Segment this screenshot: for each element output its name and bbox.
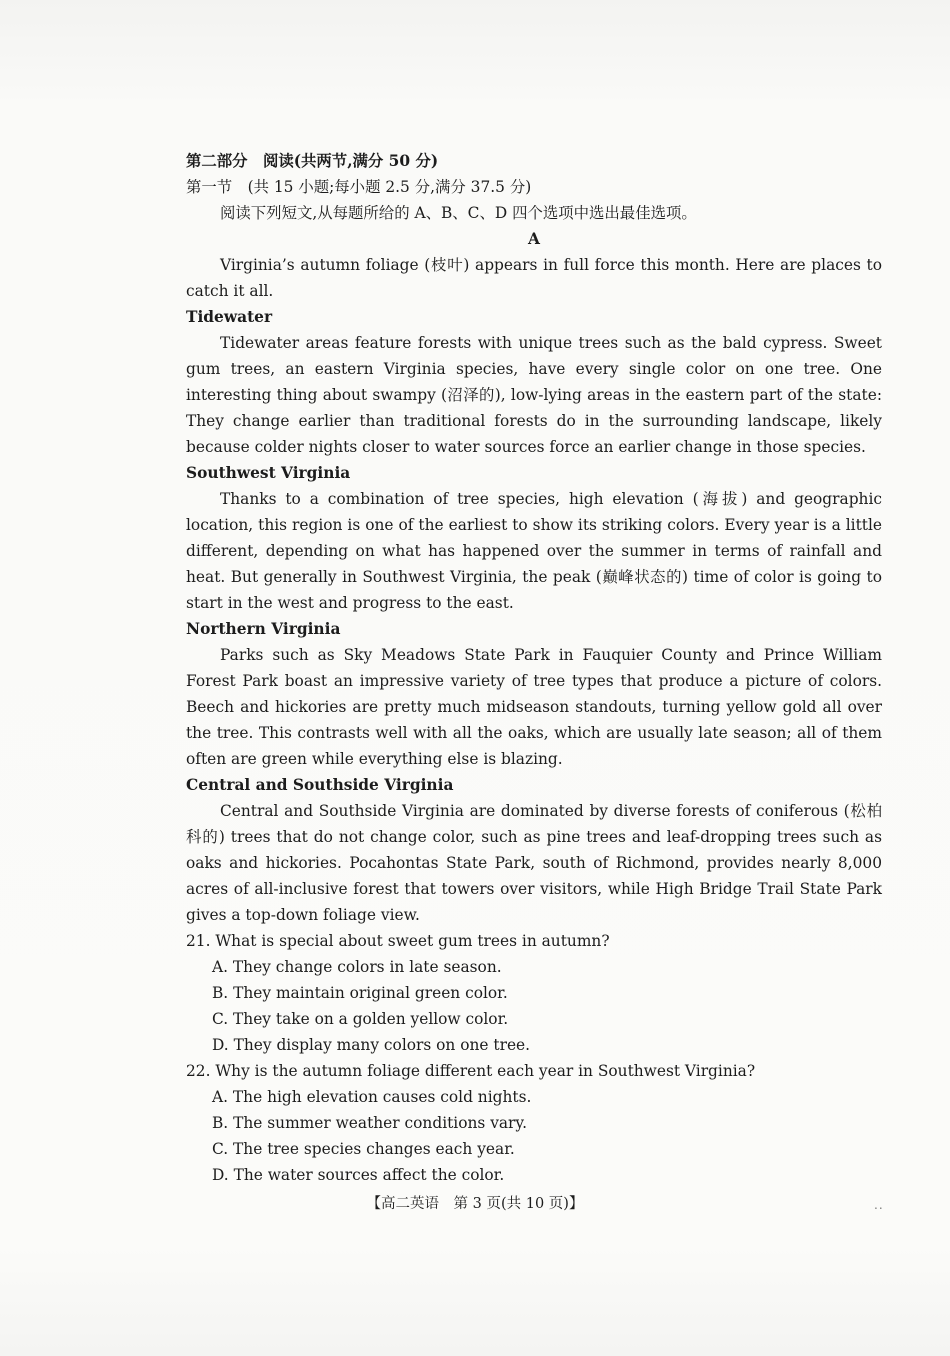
instructions: 阅读下列短文,从每题所给的 A、B、C、D 四个选项中选出最佳选项。 xyxy=(220,204,697,222)
footer-dots: .. xyxy=(874,1198,884,1212)
question-21-option-b: B. They maintain original green color. xyxy=(212,984,508,1002)
passage-intro: Virginia’s autumn foliage (枝叶) appears in full force this month. Here are places to catch it all. xyxy=(186,256,882,300)
heading-tidewater: Tidewater xyxy=(186,308,273,326)
question-22-option-d: D. The water sources affect the color. xyxy=(212,1166,505,1184)
heading-southwest-virginia: Southwest Virginia xyxy=(186,464,351,482)
question-22-stem: 22. Why is the autumn foliage different each year in Southwest Virginia? xyxy=(186,1062,756,1080)
paragraph-central-southside-virginia: Central and Southside Virginia are dominated by diverse forests of coniferous (松柏科的) trees that do not change color, such as pine trees and leaf-dropping trees such as oaks and hickories. Pocahontas State Park, south of Richmond, provides nearly 8,000 acres of all-inclusive forest that towers over visitors, while High Bridge Trail State Park gives a top-down foliage view. xyxy=(186,802,882,924)
page-content xyxy=(186,148,882,1188)
heading-central-southside-virginia: Central and Southside Virginia xyxy=(186,776,454,794)
section-title: 第二部分 阅读(共两节,满分 50 分) xyxy=(186,152,439,170)
paragraph-northern-virginia: Parks such as Sky Meadows State Park in Fauquier County and Prince William Forest Park boast an impressive variety of tree types that produce a picture of colors. Beech and hickories are pretty much midseason standouts, turning yellow gold all over the tree. This contrasts well with all the oaks, which are usually late season; all of them often are green while everything else is blazing. xyxy=(186,646,882,768)
heading-northern-virginia: Northern Virginia xyxy=(186,620,341,638)
question-22-option-c: C. The tree species changes each year. xyxy=(212,1140,515,1158)
paragraph-southwest-virginia: Thanks to a combination of tree species, high elevation (海拔) and geographic location, this region is one of the earliest to show its striking colors. Every year is a little different, depending on what has happened over the summer in terms of rainfall and heat. But generally in Southwest Virginia, the peak (巅峰状态的) time of color is going to start in the west and progress to the east. xyxy=(186,490,882,612)
paragraph-tidewater: Tidewater areas feature forests with unique trees such as the bald cypress. Sweet gum trees, an eastern Virginia species, have every single color on one tree. One interesting thing about swampy (沼泽的), low-lying areas in the eastern part of the state: They change earlier than traditional forests do in the surrounding landscape, likely because colder nights closer to water sources force an earlier change in those species. xyxy=(186,334,882,456)
question-21-stem: 21. What is special about sweet gum trees in autumn? xyxy=(186,932,610,950)
question-21-option-c: C. They take on a golden yellow color. xyxy=(212,1010,509,1028)
question-22-option-a: A. The high elevation causes cold nights. xyxy=(212,1088,532,1106)
question-21-option-a: A. They change colors in late season. xyxy=(212,958,502,976)
passage-letter: A xyxy=(528,230,540,248)
question-21-option-d: D. They display many colors on one tree. xyxy=(212,1036,531,1054)
subsection-title: 第一节 (共 15 小题;每小题 2.5 分,满分 37.5 分) xyxy=(186,178,532,196)
page-footer: 【高二英语 第 3 页(共 10 页)】 xyxy=(366,1196,584,1212)
question-22-option-b: B. The summer weather conditions vary. xyxy=(212,1114,527,1132)
